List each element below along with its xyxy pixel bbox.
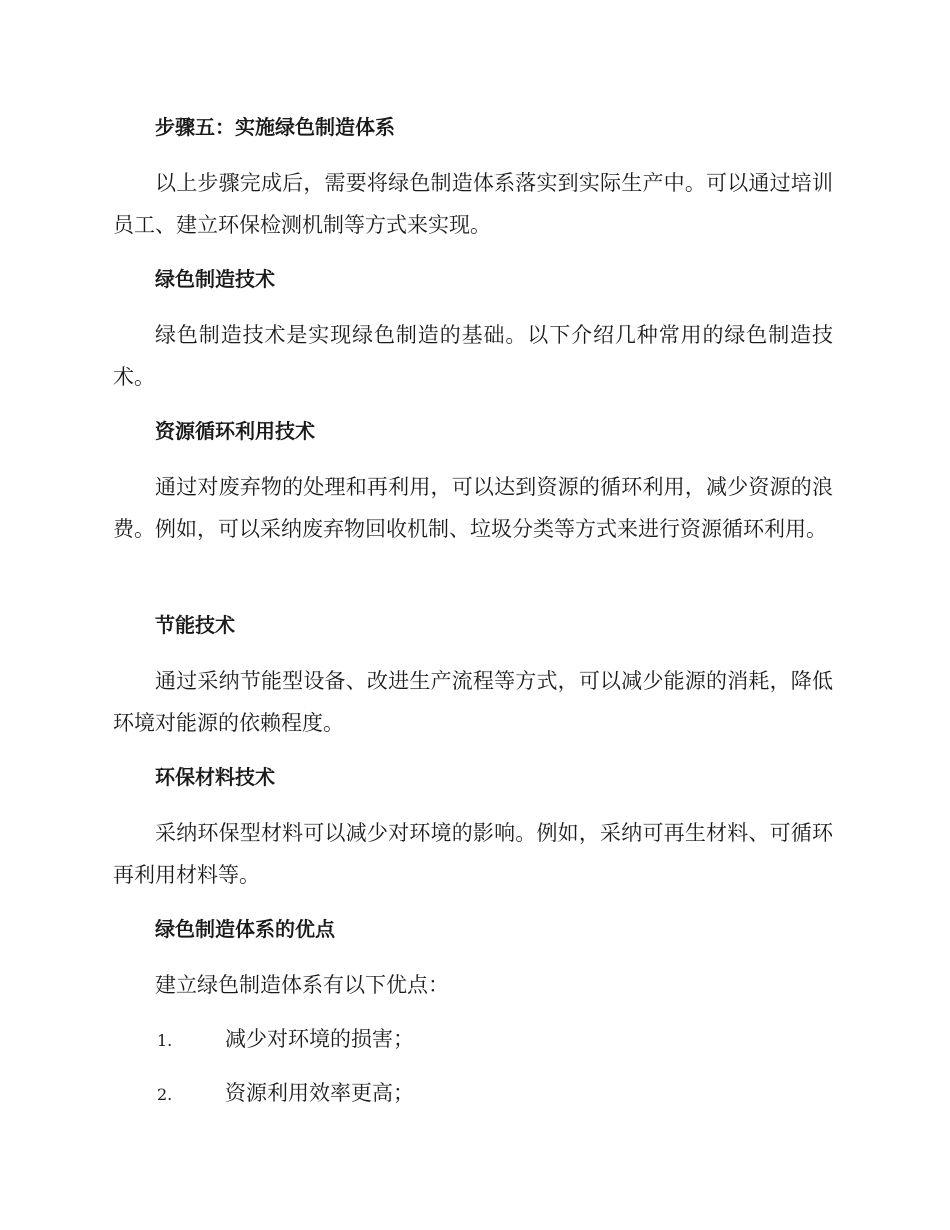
- paragraph: 通过采纳节能型设备、改进生产流程等方式，可以减少能源的消耗，降低环境对能源的依赖程度。: [113, 669, 833, 735]
- list-item: [157, 1018, 837, 1062]
- list-number: 2.: [157, 1085, 173, 1104]
- section-heading: 步骤五：实施绿色制造体系: [155, 115, 395, 139]
- paragraph: 采纳环保型材料可以减少对环境的影响。例如，采纳可再生材料、可循环再利用材料等。: [113, 821, 833, 887]
- paragraph: 绿色制造技术是实现绿色制造的基础。以下介绍几种常用的绿色制造技术。: [113, 323, 833, 389]
- list-item: [157, 1072, 837, 1116]
- section-heading: 绿色制造技术: [155, 267, 275, 291]
- list-text: 资源利用效率更高；: [225, 1081, 414, 1105]
- section-heading: 绿色制造体系的优点: [155, 917, 335, 941]
- paragraph: 建立绿色制造体系有以下优点：: [155, 973, 449, 997]
- section-heading: 环保材料技术: [155, 765, 275, 789]
- section-heading: 资源循环利用技术: [155, 419, 315, 443]
- paragraph: 以上步骤完成后，需要将绿色制造体系落实到实际生产中。可以通过培训员工、建立环保检测机制等方式来实现。: [113, 171, 833, 237]
- list-text: 减少对环境的损害；: [225, 1027, 414, 1051]
- section-heading: 节能技术: [155, 613, 235, 637]
- list-number: 1.: [157, 1031, 173, 1050]
- paragraph: 通过对废弃物的处理和再利用，可以达到资源的循环利用，减少资源的浪费。例如，可以采纳废弃物回收机制、垃圾分类等方式来进行资源循环利用。: [113, 475, 833, 541]
